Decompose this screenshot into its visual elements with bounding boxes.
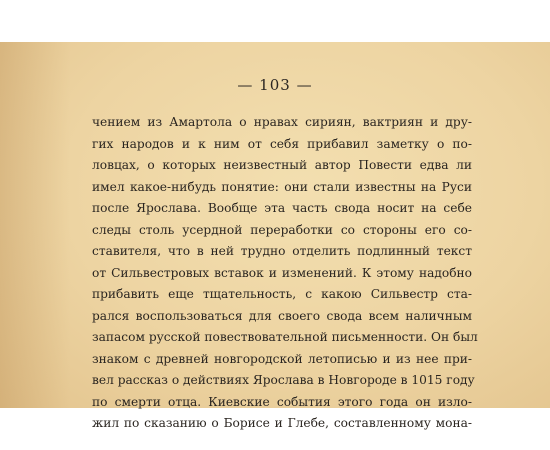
text-line: от Сильвестровых вставок и изменений. К этому надобно: [92, 265, 472, 280]
book-page: [0, 42, 550, 430]
text-line: ставителя, что в ней трудно отделить подлинный текст: [92, 244, 472, 258]
text-line: следы столь усердной переработки со стороны его со-: [92, 222, 472, 237]
text-line: ловцах, о которых неизвестный автор Повести едва ли: [92, 158, 472, 172]
text-line: имел какое-нибудь понятие: они стали известны на Руси: [92, 179, 472, 194]
text-line: жил по сказанию о Борисе и Глебе, составленному мона-: [92, 416, 472, 430]
text-line: после Ярослава. Вообще эта часть свода носит на себе: [92, 201, 472, 215]
text-line: вел рассказ о действиях Ярослава в Новгороде в 1015 году: [92, 373, 475, 387]
text-line: прибавить еще тщательность, с какою Сильвестр ста-: [92, 287, 472, 301]
text-line: гих народов и к ним от себя прибавил заметку о по-: [92, 136, 472, 151]
text-line: по смерти отца. Киевские события этого года он изло-: [92, 394, 472, 409]
text-body: [92, 112, 478, 435]
text-line: чением из Амартола о нравах сириян, вактриян и дру-: [92, 115, 472, 129]
text-line: знаком с древней новгородской летописью и из нее при-: [92, 351, 472, 366]
text-line: рался воспользоваться для своего свода всем наличным: [92, 308, 472, 323]
page-number: — 103 —: [237, 76, 313, 94]
text-line: запасом русской повествовательной письменности. Он был: [92, 330, 478, 344]
